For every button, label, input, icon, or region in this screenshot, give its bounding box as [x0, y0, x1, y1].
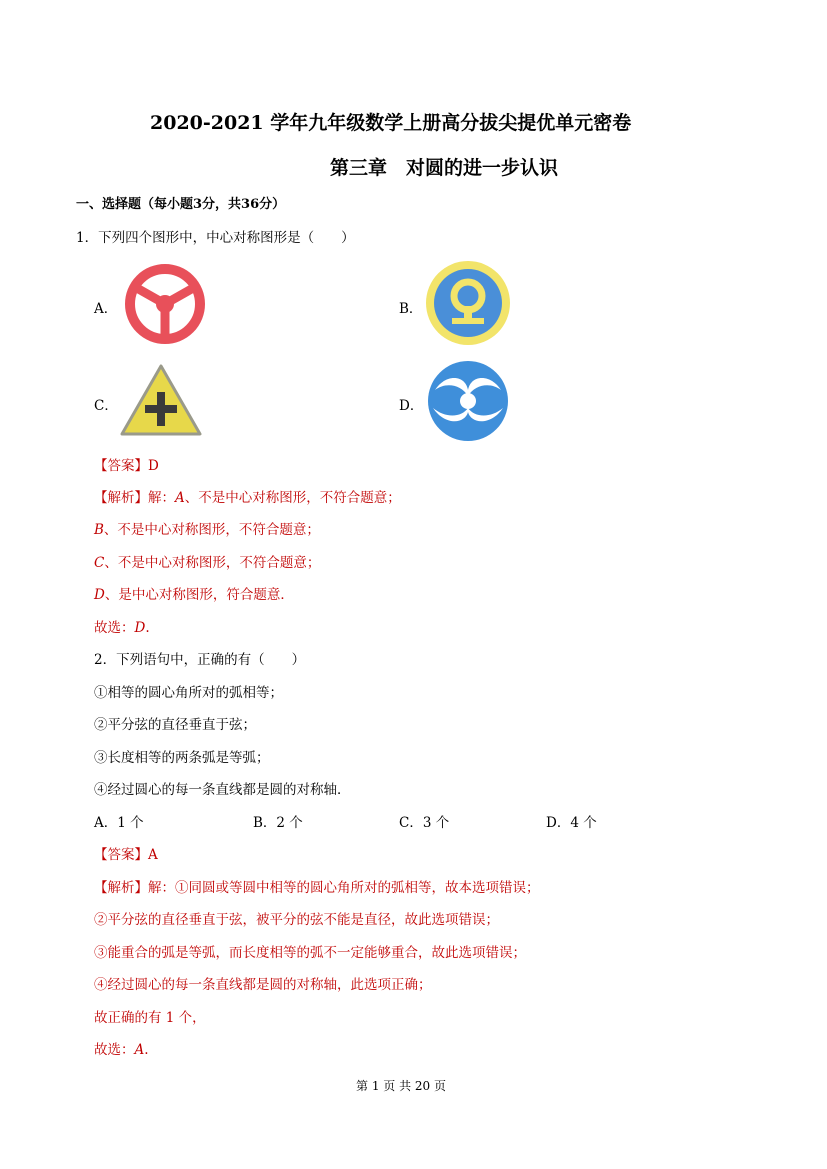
analysis-text: 、不是中心对称图形，不符合题意；: [184, 490, 401, 506]
q1-option-a-label: A．: [94, 301, 118, 317]
choose-prefix: 故选：: [94, 620, 135, 636]
analysis-var: B: [94, 522, 104, 538]
q2-choice-b: B．2 个: [253, 815, 303, 831]
answer-value: D: [148, 458, 159, 474]
q1-analysis-line: [94, 518, 320, 538]
q2-stem: 2．下列语句中，正确的有（ ）: [94, 652, 306, 668]
page-footer: 第 1 页 共 20 页: [356, 1079, 446, 1093]
q2-analysis-line: [94, 876, 540, 896]
choose-suffix: .: [145, 620, 150, 636]
title-line-1: 2020-2021 学年九年级数学上册高分拔尖提优单元密卷: [150, 112, 632, 134]
q1-analysis-line: [94, 551, 320, 571]
q2-statement: ②平分弦的直径垂直于弦；: [94, 717, 256, 733]
analysis-text: 、是中心对称图形，符合题意．: [104, 587, 294, 603]
section-heading: 一、选择题（每小题3分，共36分）: [76, 197, 286, 212]
q2-analysis-line: ③能重合的弧是等弧，而长度相等的弧不一定能够重合，故此选项错误；: [94, 945, 526, 961]
answer-tag: 【答案】: [94, 847, 148, 863]
answer-value: A: [148, 847, 158, 863]
q2-choose: [94, 1038, 149, 1058]
analysis-tag: 【解析】: [94, 880, 148, 896]
answer-tag: 【答案】: [94, 458, 148, 474]
analysis-tag: 【解析】: [94, 490, 148, 506]
title-line-2: 第三章 对圆的进一步认识: [330, 157, 559, 179]
q2-statement: ④经过圆心的每一条直线都是圆的对称轴．: [94, 782, 351, 798]
q1-choose: [94, 616, 150, 636]
analysis-var: C: [94, 555, 105, 571]
q2-analysis-line: ②平分弦的直径垂直于弦，被平分的弦不能是直径，故此选项错误；: [94, 912, 499, 928]
choose-prefix: 故选：: [94, 1042, 135, 1058]
warning-cross-triangle-icon: [118, 362, 204, 438]
q1-analysis-line: [94, 486, 401, 506]
q2-statement: ①相等的圆心角所对的弧相等；: [94, 685, 283, 701]
q2-choice-d: D．4 个: [546, 815, 597, 831]
q2-analysis-line: ④经过圆心的每一条直线都是圆的对称轴，此选项正确；: [94, 977, 432, 993]
q2-statement: ③长度相等的两条弧是等弧；: [94, 750, 270, 766]
q1-option-c-label: C．: [94, 398, 118, 414]
analysis-var: D: [94, 587, 105, 603]
q2-choice-c: C．3 个: [399, 815, 450, 831]
q1-answer: [94, 454, 159, 474]
railway-logo-icon: [424, 260, 512, 346]
choose-var: A: [134, 1042, 145, 1058]
q2-analysis-line: 故正确的有 1 个，: [94, 1010, 206, 1026]
double-crescent-icon: [425, 360, 511, 442]
q1-option-b-label: B．: [399, 301, 423, 317]
choose-var: D: [134, 620, 146, 636]
q1-stem: 1．下列四个图形中，中心对称图形是（ ）: [76, 230, 355, 246]
analysis-text: 、不是中心对称图形，不符合题意；: [104, 555, 321, 571]
analysis-var: A: [175, 490, 185, 506]
analysis-text: 、不是中心对称图形，不符合题意；: [103, 522, 320, 538]
choose-suffix: .: [144, 1042, 149, 1058]
q1-analysis-line: [94, 583, 294, 603]
steering-wheel-icon: [120, 260, 210, 348]
q1-option-d-label: D．: [399, 398, 424, 414]
q2-choice-a: A．1 个: [94, 815, 144, 831]
analysis-prefix: 解：: [148, 490, 175, 506]
q2-answer: [94, 843, 158, 863]
analysis-text: 解：①同圆或等圆中相等的圆心角所对的弧相等，故本选项错误；: [148, 880, 540, 896]
